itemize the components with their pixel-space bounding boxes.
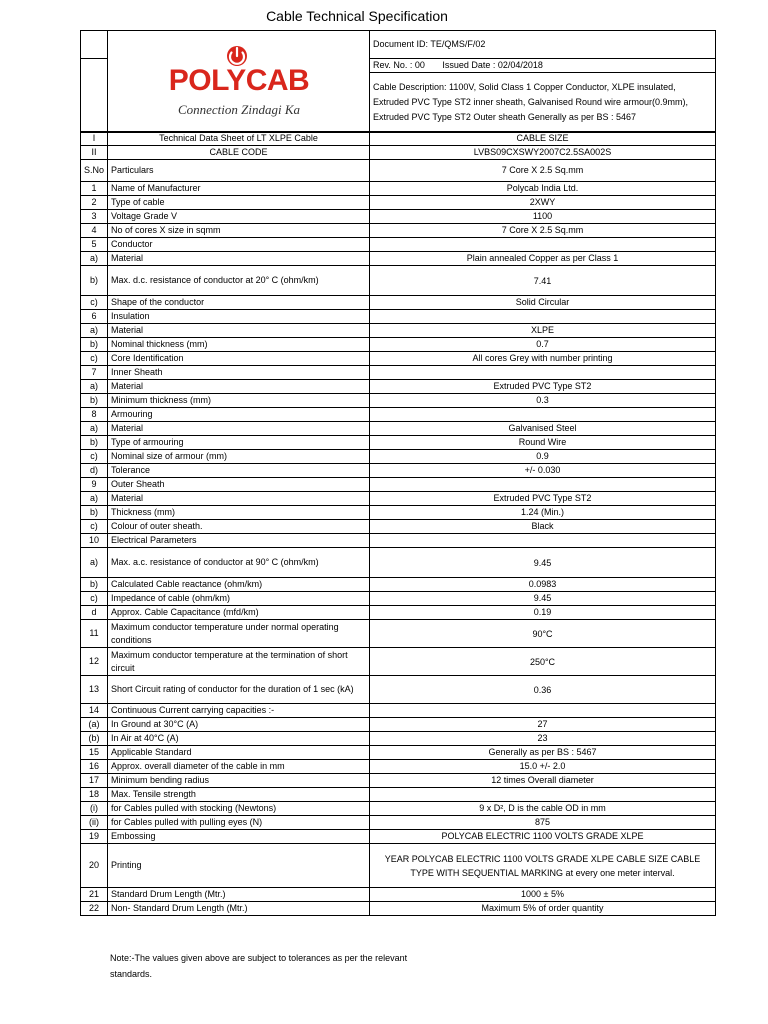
row-value: 0.19 bbox=[370, 606, 716, 620]
row-number: 7 bbox=[81, 366, 108, 380]
row-number: b) bbox=[81, 578, 108, 592]
table-row bbox=[81, 676, 716, 704]
table-row bbox=[81, 132, 716, 146]
doc-id: Document ID: TE/QMS/F/02 bbox=[370, 31, 716, 59]
row-value: 7 Core X 2.5 Sq.mm bbox=[370, 160, 716, 182]
row-particular: No of cores X size in sqmm bbox=[108, 224, 370, 238]
row-value: 27 bbox=[370, 718, 716, 732]
table-row bbox=[81, 492, 716, 506]
row-particular: Colour of outer sheath. bbox=[108, 520, 370, 534]
row-particular: In Ground at 30°C (A) bbox=[108, 718, 370, 732]
table-row bbox=[81, 380, 716, 394]
row-value: 9.45 bbox=[370, 548, 716, 578]
row-number: b) bbox=[81, 506, 108, 520]
row-number: 14 bbox=[81, 704, 108, 718]
row-number: 17 bbox=[81, 774, 108, 788]
row-particular: Continuous Current carrying capacities :- bbox=[108, 704, 370, 718]
row-value bbox=[370, 478, 716, 492]
row-number: 3 bbox=[81, 210, 108, 224]
row-particular: Shape of the conductor bbox=[108, 296, 370, 310]
row-particular: Outer Sheath bbox=[108, 478, 370, 492]
row-number: II bbox=[81, 146, 108, 160]
row-value: Maximum 5% of order quantity bbox=[370, 902, 716, 916]
row-number: a) bbox=[81, 548, 108, 578]
table-row bbox=[81, 506, 716, 520]
header-blank-cell bbox=[81, 31, 108, 59]
row-number: a) bbox=[81, 324, 108, 338]
spec-table bbox=[80, 131, 716, 916]
header-table bbox=[80, 30, 716, 133]
row-particular: Maximum conductor temperature at the termination of short circuit bbox=[108, 648, 370, 676]
table-row bbox=[81, 296, 716, 310]
table-row bbox=[81, 160, 716, 182]
row-particular: Embossing bbox=[108, 830, 370, 844]
row-particular: Thickness (mm) bbox=[108, 506, 370, 520]
row-particular: Material bbox=[108, 422, 370, 436]
row-particular: Max. Tensile strength bbox=[108, 788, 370, 802]
row-number: 13 bbox=[81, 676, 108, 704]
table-row bbox=[81, 648, 716, 676]
row-number: (b) bbox=[81, 732, 108, 746]
row-value: 1000 ± 5% bbox=[370, 888, 716, 902]
row-particular: Impedance of cable (ohm/km) bbox=[108, 592, 370, 606]
row-number: 12 bbox=[81, 648, 108, 676]
table-row bbox=[81, 366, 716, 380]
row-value: POLYCAB ELECTRIC 1100 VOLTS GRADE XLPE bbox=[370, 830, 716, 844]
row-value: 0.9 bbox=[370, 450, 716, 464]
row-value: 90°C bbox=[370, 620, 716, 648]
row-value: All cores Grey with number printing bbox=[370, 352, 716, 366]
table-row bbox=[81, 252, 716, 266]
row-particular: Electrical Parameters bbox=[108, 534, 370, 548]
row-number: c) bbox=[81, 520, 108, 534]
power-icon bbox=[227, 46, 247, 66]
row-number: S.No bbox=[81, 160, 108, 182]
row-particular: Technical Data Sheet of LT XLPE Cable bbox=[108, 132, 370, 146]
row-particular: for Cables pulled with pulling eyes (N) bbox=[108, 816, 370, 830]
row-particular: Material bbox=[108, 492, 370, 506]
table-row bbox=[81, 830, 716, 844]
row-number: (a) bbox=[81, 718, 108, 732]
row-number: 1 bbox=[81, 182, 108, 196]
row-particular: Inner Sheath bbox=[108, 366, 370, 380]
row-number: 9 bbox=[81, 478, 108, 492]
table-row bbox=[81, 534, 716, 548]
row-value: Extruded PVC Type ST2 bbox=[370, 380, 716, 394]
table-row bbox=[81, 196, 716, 210]
row-number: 16 bbox=[81, 760, 108, 774]
row-value bbox=[370, 704, 716, 718]
table-row bbox=[81, 338, 716, 352]
row-value: Polycab India Ltd. bbox=[370, 182, 716, 196]
row-value: LVBS09CXSWY2007C2.5SA002S bbox=[370, 146, 716, 160]
row-value: 1.24 (Min.) bbox=[370, 506, 716, 520]
table-row bbox=[81, 324, 716, 338]
row-particular: Material bbox=[108, 324, 370, 338]
row-number: 19 bbox=[81, 830, 108, 844]
row-value: 23 bbox=[370, 732, 716, 746]
row-number: I bbox=[81, 132, 108, 146]
table-row bbox=[81, 788, 716, 802]
row-number: 6 bbox=[81, 310, 108, 324]
table-row bbox=[81, 606, 716, 620]
table-row bbox=[81, 182, 716, 196]
table-row bbox=[81, 592, 716, 606]
row-particular: Material bbox=[108, 380, 370, 394]
brand-name: POLYCAB bbox=[168, 63, 309, 97]
table-row bbox=[81, 352, 716, 366]
row-number: b) bbox=[81, 436, 108, 450]
row-particular: Printing bbox=[108, 844, 370, 888]
row-value: Plain annealed Copper as per Class 1 bbox=[370, 252, 716, 266]
table-row bbox=[81, 888, 716, 902]
row-value: 12 times Overall diameter bbox=[370, 774, 716, 788]
row-number: 22 bbox=[81, 902, 108, 916]
row-particular: Nominal size of armour (mm) bbox=[108, 450, 370, 464]
row-value: 9 x D², D is the cable OD in mm bbox=[370, 802, 716, 816]
row-value bbox=[370, 366, 716, 380]
row-particular: Minimum bending radius bbox=[108, 774, 370, 788]
row-value: XLPE bbox=[370, 324, 716, 338]
table-row bbox=[81, 704, 716, 718]
row-value bbox=[370, 238, 716, 252]
row-particular: In Air at 40°C (A) bbox=[108, 732, 370, 746]
row-particular: Core Identification bbox=[108, 352, 370, 366]
row-particular: Standard Drum Length (Mtr.) bbox=[108, 888, 370, 902]
row-number: d) bbox=[81, 464, 108, 478]
row-value: Black bbox=[370, 520, 716, 534]
polycab-logo bbox=[119, 38, 359, 122]
row-value: 0.3 bbox=[370, 394, 716, 408]
row-particular: Name of Manufacturer bbox=[108, 182, 370, 196]
row-particular: Insulation bbox=[108, 310, 370, 324]
row-number: 21 bbox=[81, 888, 108, 902]
table-row bbox=[81, 394, 716, 408]
row-value: 1100 bbox=[370, 210, 716, 224]
table-row bbox=[81, 774, 716, 788]
table-row bbox=[81, 238, 716, 252]
row-number: a) bbox=[81, 252, 108, 266]
row-value: 0.36 bbox=[370, 676, 716, 704]
row-value bbox=[370, 534, 716, 548]
table-row bbox=[81, 422, 716, 436]
row-particular: Type of cable bbox=[108, 196, 370, 210]
row-value: 875 bbox=[370, 816, 716, 830]
table-row bbox=[81, 760, 716, 774]
row-number: c) bbox=[81, 450, 108, 464]
row-number: c) bbox=[81, 296, 108, 310]
row-particular: Material bbox=[108, 252, 370, 266]
row-value bbox=[370, 788, 716, 802]
row-number: a) bbox=[81, 492, 108, 506]
row-value: 0.0983 bbox=[370, 578, 716, 592]
row-particular: Minimum thickness (mm) bbox=[108, 394, 370, 408]
row-particular: Calculated Cable reactance (ohm/km) bbox=[108, 578, 370, 592]
row-value bbox=[370, 408, 716, 422]
row-number: 5 bbox=[81, 238, 108, 252]
row-number: 20 bbox=[81, 844, 108, 888]
note-text: Note:-The values given above are subject to tolerances as per the relevant standards. bbox=[110, 953, 408, 979]
row-particular: Approx. Cable Capacitance (mfd/km) bbox=[108, 606, 370, 620]
row-value: 7.41 bbox=[370, 266, 716, 296]
row-value bbox=[370, 310, 716, 324]
row-number: (ii) bbox=[81, 816, 108, 830]
row-value: YEAR POLYCAB ELECTRIC 1100 VOLTS GRADE XLPE CABLE SIZE CABLE TYPE WITH SEQUENTIAL MARKING at every one meter interval. bbox=[370, 844, 716, 888]
rev-issue: Rev. No. : 00 Issued Date : 02/04/2018 bbox=[370, 59, 716, 73]
row-particular: Max. d.c. resistance of conductor at 20° C (ohm/km) bbox=[108, 266, 370, 296]
row-value: Galvanised Steel bbox=[370, 422, 716, 436]
row-particular: Short Circuit rating of conductor for the duration of 1 sec (kA) bbox=[108, 676, 370, 704]
row-particular: Type of armouring bbox=[108, 436, 370, 450]
table-row bbox=[81, 310, 716, 324]
cable-description: Cable Description: 1100V, Solid Class 1 Copper Conductor, XLPE insulated, Extruded PVC Type ST2 inner sheath, Galvanised Round wire armour(0.9mm), Extruded PVC Type ST2 Outer sheath Generally as per BS : 5467 bbox=[370, 73, 716, 133]
table-row bbox=[81, 548, 716, 578]
row-value: 250°C bbox=[370, 648, 716, 676]
table-row bbox=[81, 902, 716, 916]
table-row bbox=[81, 210, 716, 224]
row-value: +/- 0.030 bbox=[370, 464, 716, 478]
row-number: 18 bbox=[81, 788, 108, 802]
row-particular: Maximum conductor temperature under normal operating conditions bbox=[108, 620, 370, 648]
row-number: b) bbox=[81, 394, 108, 408]
row-value: CABLE SIZE bbox=[370, 132, 716, 146]
table-row bbox=[81, 732, 716, 746]
table-row bbox=[81, 408, 716, 422]
row-value: Extruded PVC Type ST2 bbox=[370, 492, 716, 506]
table-row bbox=[81, 620, 716, 648]
row-particular: Armouring bbox=[108, 408, 370, 422]
row-value: 2XWY bbox=[370, 196, 716, 210]
row-particular: CABLE CODE bbox=[108, 146, 370, 160]
row-number: 2 bbox=[81, 196, 108, 210]
table-row bbox=[81, 146, 716, 160]
row-particular: Applicable Standard bbox=[108, 746, 370, 760]
row-value: 9.45 bbox=[370, 592, 716, 606]
row-number: 10 bbox=[81, 534, 108, 548]
brand-tagline: Connection Zindagi Ka bbox=[177, 101, 300, 117]
row-particular: Voltage Grade V bbox=[108, 210, 370, 224]
row-particular: Tolerance bbox=[108, 464, 370, 478]
table-row bbox=[81, 450, 716, 464]
logo-cell bbox=[108, 31, 370, 133]
row-number: 4 bbox=[81, 224, 108, 238]
table-row bbox=[81, 802, 716, 816]
table-row bbox=[81, 578, 716, 592]
table-row bbox=[81, 266, 716, 296]
row-particular: Particulars bbox=[108, 160, 370, 182]
row-number: a) bbox=[81, 422, 108, 436]
table-row bbox=[81, 478, 716, 492]
table-row bbox=[81, 224, 716, 238]
row-value: 7 Core X 2.5 Sq.mm bbox=[370, 224, 716, 238]
row-value: Generally as per BS : 5467 bbox=[370, 746, 716, 760]
table-row bbox=[81, 464, 716, 478]
row-particular: Non- Standard Drum Length (Mtr.) bbox=[108, 902, 370, 916]
table-row bbox=[81, 520, 716, 534]
table-row bbox=[81, 844, 716, 888]
page-title: Cable Technical Specification bbox=[266, 8, 448, 24]
row-number: 15 bbox=[81, 746, 108, 760]
row-number: 8 bbox=[81, 408, 108, 422]
row-value: Round Wire bbox=[370, 436, 716, 450]
row-value: 0.7 bbox=[370, 338, 716, 352]
row-number: d bbox=[81, 606, 108, 620]
row-particular: Approx. overall diameter of the cable in mm bbox=[108, 760, 370, 774]
row-particular: for Cables pulled with stocking (Newtons) bbox=[108, 802, 370, 816]
row-number: b) bbox=[81, 266, 108, 296]
row-number: 11 bbox=[81, 620, 108, 648]
row-value: 15.0 +/- 2.0 bbox=[370, 760, 716, 774]
row-number: b) bbox=[81, 338, 108, 352]
row-particular: Nominal thickness (mm) bbox=[108, 338, 370, 352]
table-row bbox=[81, 718, 716, 732]
table-row bbox=[81, 436, 716, 450]
table-row bbox=[81, 746, 716, 760]
row-number: a) bbox=[81, 380, 108, 394]
row-number: c) bbox=[81, 592, 108, 606]
row-number: c) bbox=[81, 352, 108, 366]
row-particular: Conductor bbox=[108, 238, 370, 252]
header-blank-cell bbox=[81, 59, 108, 133]
row-value: Solid Circular bbox=[370, 296, 716, 310]
row-particular: Max. a.c. resistance of conductor at 90° C (ohm/km) bbox=[108, 548, 370, 578]
table-row bbox=[81, 816, 716, 830]
row-number: (i) bbox=[81, 802, 108, 816]
